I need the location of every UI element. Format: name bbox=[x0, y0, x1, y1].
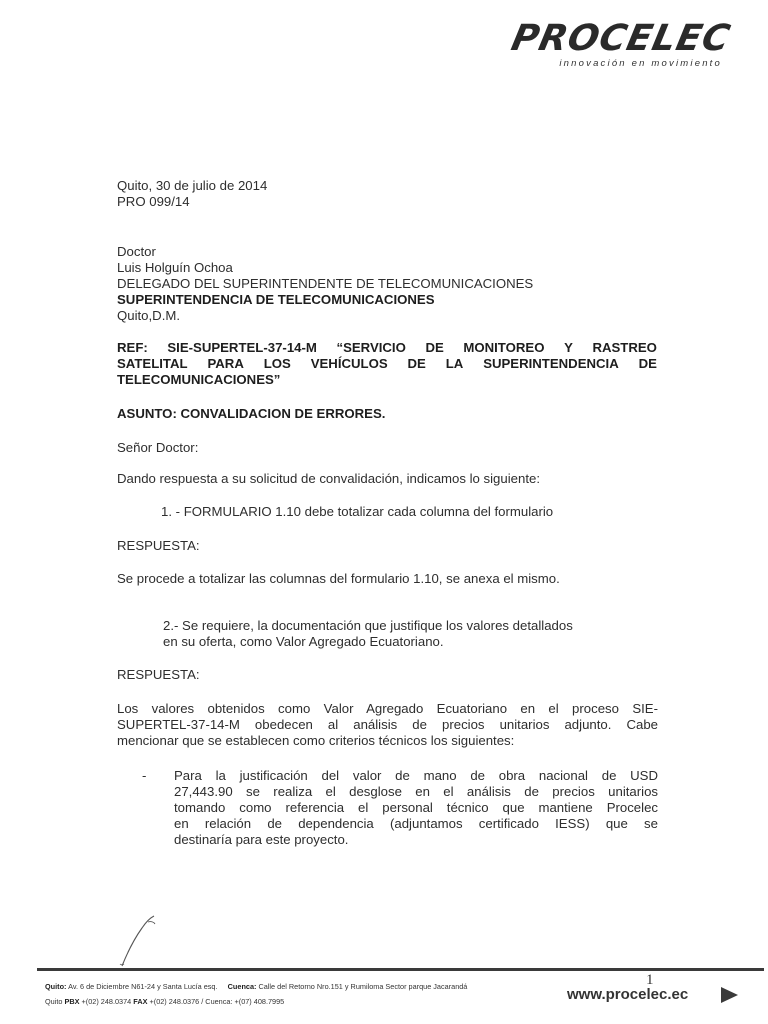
footer-divider bbox=[37, 968, 764, 971]
reference-word: SIE-SUPERTEL-37-14-M bbox=[167, 340, 317, 355]
reference-word: VEHÍCULOS bbox=[310, 356, 388, 371]
footer-pbx-label: PBX bbox=[64, 997, 80, 1006]
footer-fax: +(02) 248.0376 bbox=[149, 997, 200, 1006]
reference-word: LA bbox=[445, 356, 464, 371]
bullet-line: 27,443.90 se realiza el desglose en el análisis de precios unitarios bbox=[174, 784, 658, 799]
salutation: Señor Doctor: bbox=[117, 440, 199, 455]
recipient-name: Luis Holguín Ochoa bbox=[117, 260, 233, 275]
footer-phones bbox=[45, 997, 284, 1006]
company-website-link[interactable]: www.procelec.ec bbox=[567, 986, 689, 1003]
reference-word: DE bbox=[638, 356, 657, 371]
footer-city: Quito bbox=[45, 997, 63, 1006]
footer-quito-label: Quito: bbox=[45, 982, 67, 991]
response-2-line: Los valores obtenidos como Valor Agregado Ecuatoriano en el proceso SIE- bbox=[117, 701, 658, 716]
subject-line: ASUNTO: CONVALIDACION DE ERRORES. bbox=[117, 406, 386, 421]
footer-pbx: +(02) 248.0374 bbox=[81, 997, 132, 1006]
reference-word: REF: bbox=[117, 340, 148, 355]
footer-quito-address: Av. 6 de Diciembre N61-24 y Santa Lucía esq. bbox=[68, 982, 218, 991]
response-text-2 bbox=[117, 701, 658, 749]
footer-cuenca-phone: Cuenca: +(07) 408.7995 bbox=[205, 997, 285, 1006]
requirement-item-2-line: 2.- Se requiere, la documentación que justifique los valores detallados bbox=[163, 618, 573, 633]
bullet-line: destinaría para este proyecto. bbox=[174, 832, 349, 847]
logo-tagline: innovación en movimiento bbox=[559, 58, 722, 69]
reference-word: DE bbox=[425, 340, 444, 355]
reference-word: Y bbox=[564, 340, 573, 355]
recipient-block bbox=[117, 244, 533, 324]
recipient-position: DELEGADO DEL SUPERINTENDENTE DE TELECOMUNICACIONES bbox=[117, 276, 534, 291]
reference-word: SATELITAL bbox=[117, 356, 188, 371]
date-line: Quito, 30 de julio de 2014 bbox=[117, 178, 268, 193]
reference-word: DE bbox=[407, 356, 426, 371]
page-number: 1 bbox=[646, 972, 654, 988]
response-text-1: Se procede a totalizar las columnas del formulario 1.10, se anexa el mismo. bbox=[117, 571, 560, 586]
reference-word: SUPERINTENDENCIA bbox=[483, 356, 619, 371]
reference-word: MONITOREO bbox=[463, 340, 545, 355]
reference-line-3: TELECOMUNICACIONES” bbox=[117, 372, 281, 387]
footer-cuenca-address: Calle del Retorno Nro.151 y Rumiloma Sector parque Jacarandá bbox=[258, 982, 468, 991]
document-code: PRO 099/14 bbox=[117, 194, 190, 209]
response-label-2: RESPUESTA: bbox=[117, 667, 200, 682]
recipient-city: Quito,D.M. bbox=[117, 308, 181, 323]
reference-line-2 bbox=[117, 356, 657, 372]
footer-fax-label: FAX bbox=[133, 997, 148, 1006]
response-label-1: RESPUESTA: bbox=[117, 538, 200, 553]
response-2-line: mencionar que se establecen como criterios técnicos los siguientes: bbox=[117, 733, 515, 748]
logo-wordmark: PROCELEC bbox=[508, 18, 735, 59]
bullet-line: tomando como referencia el personal técnico que mantiene Procelec bbox=[174, 800, 658, 815]
play-arrow-icon bbox=[718, 984, 740, 1006]
reference-word: “SERVICIO bbox=[336, 340, 406, 355]
reference-line-1 bbox=[117, 340, 657, 356]
signature-mark bbox=[108, 912, 168, 968]
company-logo bbox=[508, 18, 735, 69]
requirement-item-2-line: en su oferta, como Valor Agregado Ecuatoriano. bbox=[163, 634, 444, 649]
bullet-dash: - bbox=[142, 768, 147, 783]
recipient-title: Doctor bbox=[117, 244, 156, 259]
response-2-line: SUPERTEL-37-14-M obedecen al análisis de precios unitarios adjunto. Cabe bbox=[117, 717, 658, 732]
reference-word: LOS bbox=[263, 356, 291, 371]
footer-separator: / bbox=[201, 997, 204, 1006]
bullet-line: en relación de dependencia (adjuntamos certificado IESS) que se bbox=[174, 816, 658, 831]
reference-word: PARA bbox=[207, 356, 244, 371]
footer-cuenca-label: Cuenca: bbox=[227, 982, 257, 991]
bullet-line: Para la justificación del valor de mano de obra nacional de USD bbox=[174, 768, 658, 783]
requirement-item-1: 1. - FORMULARIO 1.10 debe totalizar cada columna del formulario bbox=[161, 504, 554, 519]
intro-paragraph: Dando respuesta a su solicitud de convalidación, indicamos lo siguiente: bbox=[117, 471, 540, 486]
requirement-item-2 bbox=[163, 618, 658, 650]
date-block bbox=[117, 178, 267, 210]
recipient-organization: SUPERINTENDENCIA DE TELECOMUNICACIONES bbox=[117, 292, 435, 307]
footer-addresses bbox=[45, 982, 467, 991]
bullet-paragraph bbox=[174, 768, 658, 848]
reference-word: RASTREO bbox=[592, 340, 657, 355]
reference-block bbox=[117, 340, 657, 388]
